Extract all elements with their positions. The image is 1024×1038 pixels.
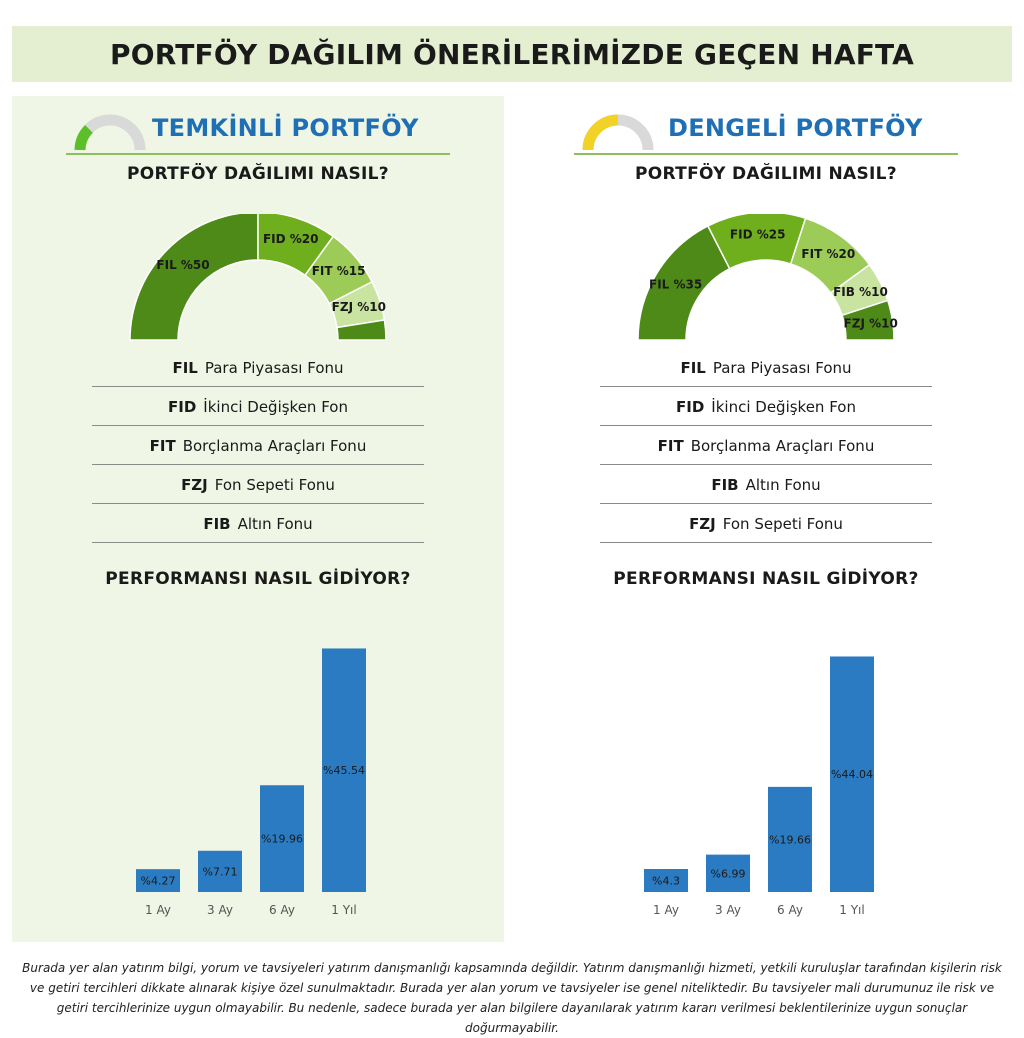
allocation-half-donut <box>630 214 902 346</box>
fund-code: FIT <box>657 436 684 455</box>
slice-label: FIL %50 <box>156 258 210 273</box>
portfolio-header <box>520 108 1012 152</box>
legal-disclaimer: Burada yer alan yatırım bilgi, yorum ve tavsiyeleri yatırım danışmanlığı kapsamında değildir. Yatırım danışmanlığı hizmeti, yetkili kuruluşlar tarafından kişilerin risk ve getiri tercihleri dikkate alınarak kişiye özel sunulmaktadır. Burada yer alan yorum ve tavsiyeler ise genel niteliktedir. Bu tavsiyeler mali durumunuz ile risk ve getiri tercihlerinize uygun olmayabilir. Bu nedenle, sadece burada yer alan bilgilere dayanılarak yatırım kararı verilmesi beklentilerinize uygun sonuçlar doğurmayabilir. <box>22 961 1002 1035</box>
header-divider <box>66 153 450 155</box>
fund-name: İkinci Değişken Fon <box>203 397 348 416</box>
page-title: PORTFÖY DAĞILIM ÖNERİLERİMİZDE GEÇEN HAFTA <box>12 26 1012 82</box>
fund-name: Fon Sepeti Fonu <box>722 514 843 533</box>
fund-code: FID <box>168 397 197 416</box>
x-tick-label: 6 Ay <box>777 903 803 917</box>
legend-item <box>92 388 424 426</box>
x-tick-label: 3 Ay <box>207 903 233 917</box>
slice-label: FID %20 <box>262 232 319 247</box>
fund-name: Altın Fonu <box>237 514 313 533</box>
slice-label: FIT %20 <box>801 247 856 262</box>
bar-value-label: %4.3 <box>652 874 680 888</box>
x-tick-label: 1 Yıl <box>331 903 357 917</box>
legend-item <box>92 349 424 387</box>
fund-code: FIB <box>711 475 739 494</box>
fund-legend <box>92 349 424 544</box>
fund-code: FIB <box>203 514 231 533</box>
fund-code: FIT <box>149 436 176 455</box>
legend-item <box>600 505 932 543</box>
fund-name: Borçlanma Araçları Fonu <box>690 436 875 455</box>
fund-legend <box>600 349 932 544</box>
fund-name: İkinci Değişken Fon <box>711 397 856 416</box>
performance-heading: PERFORMANSI NASIL GİDİYOR? <box>105 569 411 589</box>
legend-item <box>600 466 932 504</box>
fund-name: Para Piyasası Fonu <box>712 358 852 377</box>
legend-item <box>92 505 424 543</box>
fund-name: Para Piyasası Fonu <box>204 358 344 377</box>
legend-item <box>92 427 424 465</box>
performance-heading: PERFORMANSI NASIL GİDİYOR? <box>613 569 919 589</box>
fund-name: Altın Fonu <box>745 475 821 494</box>
gauge-low-icon <box>72 112 148 154</box>
portfolio-title: TEMKİNLİ PORTFÖY <box>152 114 419 142</box>
x-tick-label: 6 Ay <box>269 903 295 917</box>
slice-label: FIT %15 <box>311 264 366 279</box>
fund-code: FID <box>676 397 705 416</box>
x-tick-label: 1 Ay <box>145 903 171 917</box>
slice-label: FID %25 <box>729 227 786 242</box>
donut-slice <box>130 214 258 340</box>
slice-label: FIB %10 <box>833 284 888 299</box>
bar-value-label: %4.27 <box>140 874 176 888</box>
gauge-medium-icon <box>580 112 656 154</box>
bar-value-label: %6.99 <box>710 867 746 881</box>
portfolio-panel-dengeli <box>520 96 1012 942</box>
allocation-half-donut <box>122 214 394 346</box>
fund-code: FIL <box>680 358 706 377</box>
portfolio-header <box>12 108 504 152</box>
fund-code: FZJ <box>181 475 208 494</box>
legend-item <box>600 349 932 387</box>
performance-bar-chart <box>520 626 1012 926</box>
fund-name: Borçlanma Araçları Fonu <box>182 436 367 455</box>
bar-value-label: %45.54 <box>323 764 365 778</box>
slice-label: FZJ %10 <box>843 316 898 331</box>
fund-code: FIL <box>172 358 198 377</box>
performance-bar-chart <box>12 626 504 926</box>
allocation-heading: PORTFÖY DAĞILIMI NASIL? <box>127 164 389 184</box>
portfolio-title: DENGELİ PORTFÖY <box>668 114 923 142</box>
bar-value-label: %19.96 <box>261 832 303 846</box>
x-tick-label: 1 Yıl <box>839 903 865 917</box>
legend-item <box>600 427 932 465</box>
x-tick-label: 1 Ay <box>653 903 679 917</box>
bar-value-label: %7.71 <box>202 865 238 879</box>
portfolio-panel-temkinli <box>12 96 504 942</box>
fund-code: FZJ <box>689 514 716 533</box>
bar-value-label: %44.04 <box>831 768 873 782</box>
allocation-heading: PORTFÖY DAĞILIMI NASIL? <box>635 164 897 184</box>
legend-item <box>92 466 424 504</box>
slice-label: FIL %35 <box>649 277 703 292</box>
fund-name: Fon Sepeti Fonu <box>214 475 335 494</box>
bar-value-label: %19.66 <box>769 833 811 847</box>
x-tick-label: 3 Ay <box>715 903 741 917</box>
legend-item <box>600 388 932 426</box>
header-divider <box>574 153 958 155</box>
slice-label: FZJ %10 <box>331 300 386 315</box>
